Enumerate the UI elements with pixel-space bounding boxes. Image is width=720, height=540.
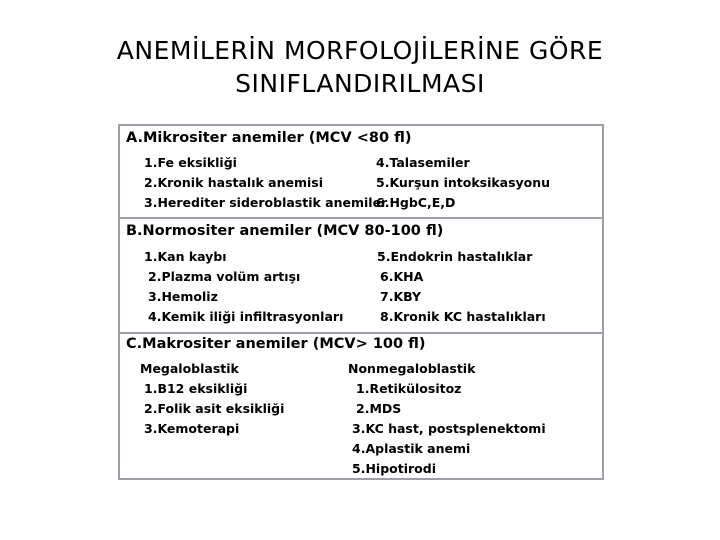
list-item: 1.B12 eksikliği [144,381,248,396]
list-item: 3.Herediter sideroblastik anemiler [144,195,388,210]
section-macrocytic [120,332,602,478]
list-item: 4.Aplastik anemi [352,441,471,456]
list-item: 2.Plazma volüm artışı [148,269,301,284]
list-item: 4.Kemik iliği infiltrasyonları [148,309,344,324]
section-normocytic [120,217,602,334]
list-item: 3.Kemoterapi [144,421,240,436]
title-line-2: SINIFLANDIRILMASI [235,69,485,98]
list-item: 1.Fe eksikliği [144,155,237,170]
list-item: 1.Kan kaybı [144,249,227,264]
classification-table [118,124,604,480]
list-item: 3.Hemoliz [148,289,218,304]
list-item: 5.Kurşun intoksikasyonu [376,175,551,190]
list-item: 8.Kronik KC hastalıkları [380,309,546,324]
list-item: 2.Kronik hastalık anemisi [144,175,323,190]
subheading-megaloblastic: Megaloblastik [140,361,239,376]
section-heading: C.Makrositer anemiler (MCV> 100 fl) [126,336,426,352]
section-microcytic [120,126,602,219]
page-title [0,34,720,100]
list-item: 5.Endokrin hastalıklar [377,249,533,264]
title-line-1: ANEMİLERİN MORFOLOJİLERİNE GÖRE [116,36,604,65]
list-item: 4.Talasemiler [376,155,470,170]
list-item: 6.KHA [380,269,424,284]
section-heading: B.Normositer anemiler (MCV 80-100 fl) [126,223,444,239]
subheading-nonmegaloblastic: Nonmegaloblastik [348,361,476,376]
list-item: 1.Retikülositoz [356,381,462,396]
list-item: 5.Hipotirodi [352,461,436,476]
list-item: 7.KBY [380,289,422,304]
list-item: 6.HgbC,E,D [376,195,456,210]
list-item: 2.Folik asit eksikliği [144,401,285,416]
list-item: 2.MDS [356,401,402,416]
list-item: 3.KC hast, postsplenektomi [352,421,546,436]
section-heading: A.Mikrositer anemiler (MCV <80 fl) [126,130,412,146]
